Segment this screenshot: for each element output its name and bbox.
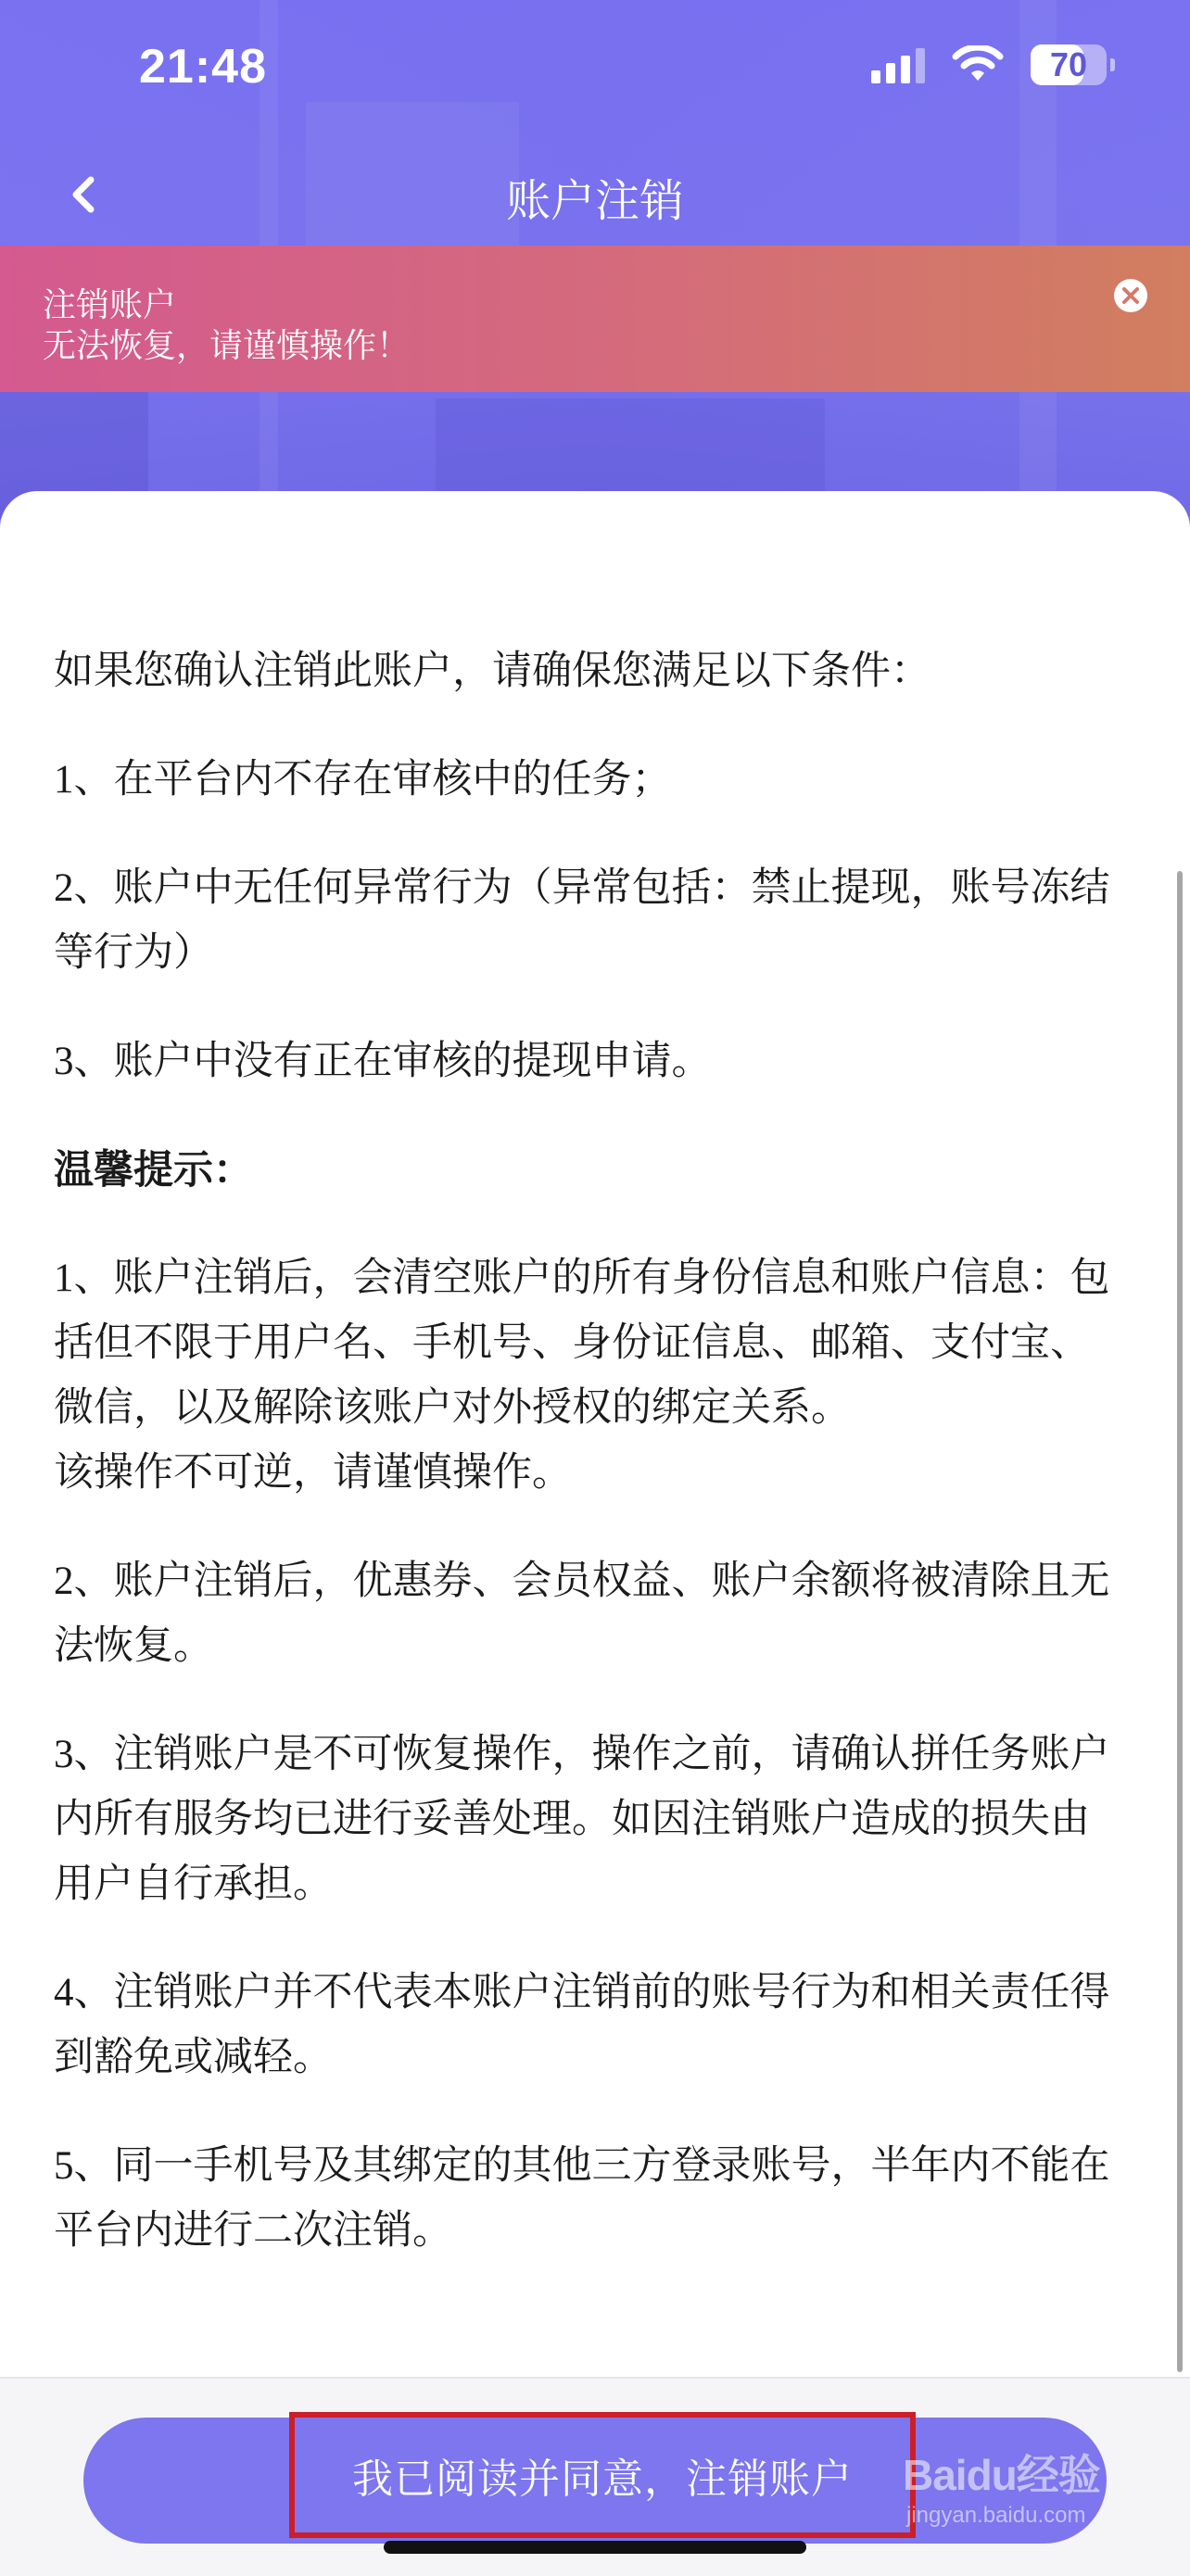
status-time: 21:48 xyxy=(139,40,267,94)
content-card xyxy=(0,491,1190,2381)
watermark-logo: Baidu经验 xyxy=(903,2451,1100,2499)
tip-note: 该操作不可逆，请谨慎操作。 xyxy=(54,1451,572,1495)
highlight-annotation xyxy=(289,2412,916,2538)
intro-text: 如果您确认注销此账户，请确保您满足以下条件： xyxy=(54,650,930,693)
condition-item: 3、账户中没有正在审核的提现申请。 xyxy=(54,1040,712,1083)
close-circle-icon[interactable] xyxy=(1112,277,1149,314)
tip-item: 2、账户注销后，优惠券、会员权益、账户余额将被清除且无法恢复。 xyxy=(54,1559,1110,1668)
watermark xyxy=(903,2432,1116,2544)
watermark-url: jingyan.baidu.com xyxy=(906,2503,1086,2528)
status-bar xyxy=(0,0,1190,139)
warning-message: 无法恢复，请谨慎操作！ xyxy=(43,326,411,364)
tip-item: 5、同一手机号及其绑定的其他三方登录账号，半年内不能在平台内进行二次注销。 xyxy=(54,2144,1110,2253)
status-icons xyxy=(871,44,1107,85)
scrollbar[interactable] xyxy=(1177,871,1183,2372)
tip-item xyxy=(54,1246,1129,1506)
tip-text: 1、账户注销后，会清空账户的所有身份信息和账户信息：包括但不限于用户名、手机号、身份证信息、邮箱、支付宝、微信，以及解除该账户对外授权的绑定关系。 xyxy=(54,1256,1110,1430)
confirm-button-label[interactable]: 我已阅读并同意，注销账户 xyxy=(352,2456,853,2502)
condition-item: 2、账户中无任何异常行为（异常包括：禁止提现，账号冻结等行为） xyxy=(54,866,1110,975)
tip-item: 3、注销账户是不可恢复操作，操作之前，请确认拼任务账户内所有服务均已进行妥善处理。如因注销账户造成的损失由用户自行承担。 xyxy=(54,1733,1110,1906)
battery-level: 70 xyxy=(1049,45,1088,83)
home-indicator[interactable] xyxy=(384,2541,806,2554)
page-title: 账户注销 xyxy=(505,177,684,226)
warning-title: 注销账户 xyxy=(43,285,177,323)
tips-heading: 温馨提示： xyxy=(54,1148,253,1193)
tip-item: 4、注销账户并不代表本账户注销前的账号行为和相关责任得到豁免或减轻。 xyxy=(54,1971,1110,2079)
warning-banner xyxy=(0,246,1190,392)
condition-item: 1、在平台内不存在审核中的任务； xyxy=(54,758,672,802)
terms-text xyxy=(54,639,1129,2307)
battery-icon xyxy=(1031,44,1107,85)
nav-bar xyxy=(0,139,1190,250)
signal-icon xyxy=(871,46,925,83)
wifi-icon xyxy=(951,45,1005,84)
battery-tip xyxy=(1110,58,1115,71)
